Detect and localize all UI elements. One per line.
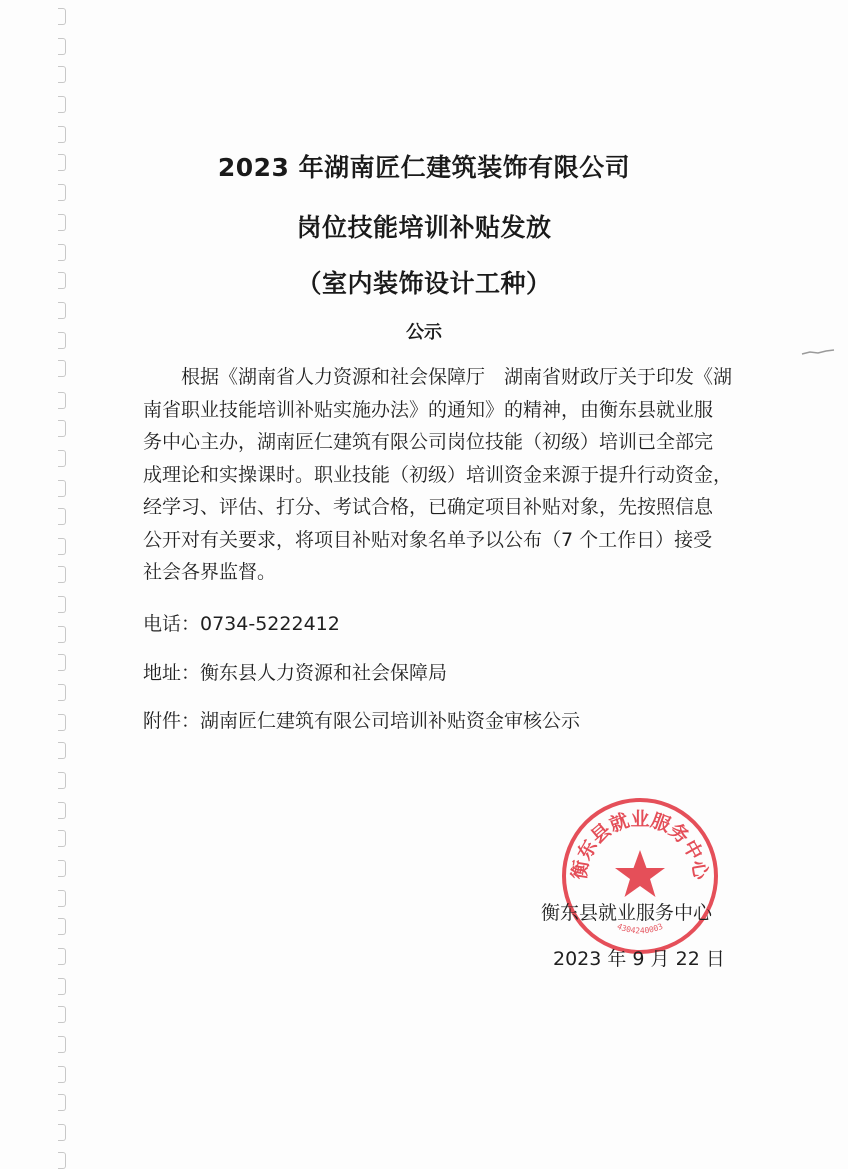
body-line: 社会各界监督。 [143, 561, 277, 583]
contact-address: 地址：衡东县人力资源和社会保障局 [143, 662, 448, 684]
attachment-line: 附件：湖南匠仁建筑有限公司培训补贴资金审核公示 [143, 710, 581, 732]
body-line: 南省职业技能培训补贴实施办法》的通知》的精神，由衡东县就业服 [143, 398, 714, 421]
star-icon [615, 850, 665, 897]
issuer-signature: 衡东县就业服务中心 [541, 902, 713, 924]
notice-body [143, 361, 743, 589]
body-line: 务中心主办，湖南匠仁建筑有限公司岗位技能（初级）培训已全部完 [143, 431, 714, 453]
body-line: 根据《湖南省人力资源和社会保障厅 湖南省财政厅关于印发《湖 [143, 366, 733, 388]
contact-phone: 电话：0734-5222412 [143, 613, 340, 635]
seal-code: 4304240003 [615, 921, 665, 936]
document-title-line2: 岗位技能培训补贴发放 [296, 213, 552, 242]
body-line: 成理论和实操课时。职业技能（初级）培训资金来源于提升行动资金， [143, 463, 733, 486]
body-line: 公开对有关要求，将项目补贴对象名单予以公布（7 个工作日）接受 [143, 528, 713, 551]
issue-date: 2023 年 9 月 22 日 [553, 948, 725, 970]
body-line: 经学习、评估、打分、考试合格，已确定项目补贴对象，先按照信息 [143, 496, 714, 518]
document-title-line1: 2023 年湖南匠仁建筑装饰有限公司 [217, 153, 631, 182]
notice-heading: 公示 [406, 322, 442, 343]
paper-speck [800, 348, 836, 356]
official-seal [558, 794, 722, 958]
document-title-line3: （室内装饰设计工种） [296, 269, 552, 298]
seal-text: 衡东县就业服务中心 [568, 808, 712, 882]
